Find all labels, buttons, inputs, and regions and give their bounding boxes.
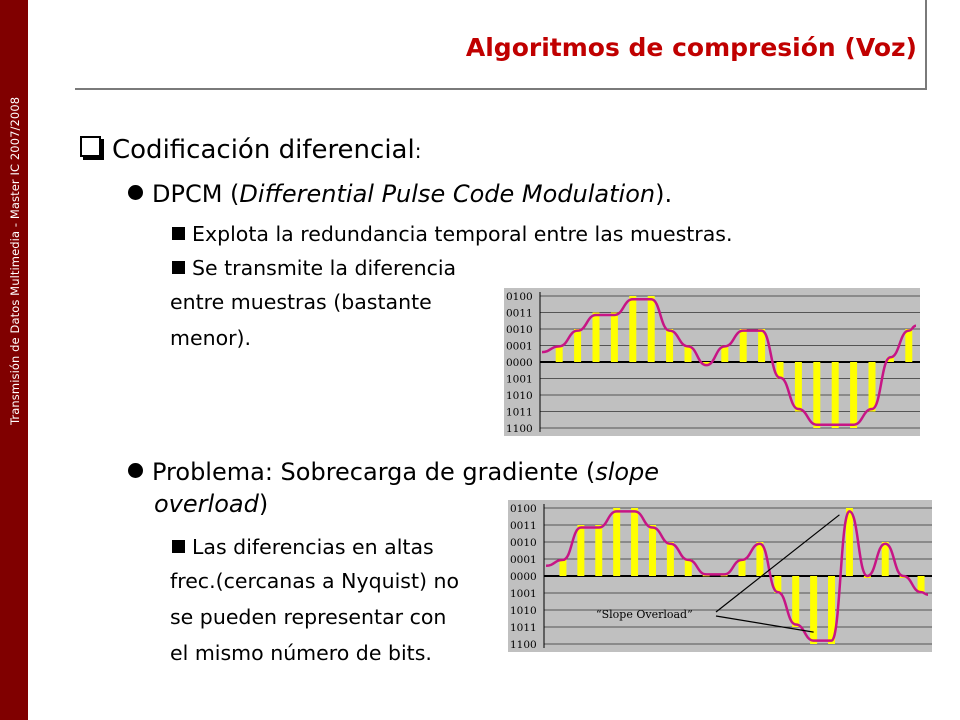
- sample-bar: [882, 542, 889, 576]
- level-label: 0001: [506, 340, 533, 353]
- heading-codificacion: Codificación diferencial:: [80, 135, 421, 165]
- sample-bar: [905, 329, 912, 362]
- sidebar: [0, 0, 28, 720]
- subbullet-diferencia-line2: entre muestras (bastante: [170, 290, 432, 314]
- subbullet-altas-line4: el mismo número de bits.: [170, 641, 432, 665]
- page-title: Algoritmos de compresión (Voz): [465, 33, 917, 62]
- level-label: 1001: [510, 588, 537, 600]
- level-label: 1001: [506, 373, 533, 386]
- slope-overload-svg: [508, 500, 932, 652]
- sample-bar: [795, 362, 802, 412]
- level-label: 1100: [506, 423, 533, 435]
- sample-bar: [556, 346, 563, 363]
- sample-bar: [593, 313, 600, 363]
- level-label: 0010: [506, 324, 533, 336]
- sample-bar: [611, 313, 618, 363]
- bullet-problema: Problema: Sobrecarga de gradiente (slope: [128, 458, 659, 486]
- sample-bar: [559, 559, 566, 576]
- checkbox-bullet-icon: [80, 136, 101, 157]
- bullet-dot-icon: [128, 185, 143, 200]
- sample-bar: [648, 296, 655, 362]
- level-label: 0000: [506, 357, 533, 369]
- sample-bar: [613, 508, 620, 576]
- level-label: 1100: [510, 639, 537, 651]
- title-divider: [925, 0, 927, 90]
- level-label: 0100: [510, 503, 537, 515]
- level-label: 1011: [510, 622, 537, 634]
- subbullet-altas: Las diferencias en altas: [172, 535, 434, 559]
- sample-bar: [574, 329, 581, 362]
- subbullet-altas-line2: frec.(cercanas a Nyquist) no: [170, 569, 460, 593]
- sample-bar: [577, 525, 584, 576]
- sample-bar: [850, 362, 857, 428]
- sample-bar: [810, 576, 817, 644]
- bullet-square-icon: [172, 540, 185, 553]
- sample-bar: [649, 525, 656, 576]
- sample-bar: [631, 508, 638, 576]
- sample-bar: [792, 576, 799, 627]
- level-label: 1010: [510, 605, 537, 617]
- level-label: 0011: [510, 520, 537, 532]
- sample-bar: [869, 362, 876, 412]
- slope-overload-figure: [508, 500, 932, 652]
- sidebar-label: Transmisión de Datos Multimedia - Master IC 2007/2008: [8, 96, 22, 425]
- sample-bar: [629, 296, 636, 362]
- subbullet-redundancia: Explota la redundancia temporal entre las muestras.: [172, 222, 733, 246]
- title-underline: [75, 88, 927, 90]
- sample-bar: [832, 362, 839, 428]
- subbullet-altas-line3: se pueden representar con: [170, 605, 447, 629]
- level-label: 0001: [510, 554, 537, 566]
- sample-bar: [666, 329, 673, 362]
- subbullet-diferencia-line3: menor).: [170, 326, 252, 350]
- level-label: 0000: [510, 571, 537, 583]
- level-label: 0010: [510, 537, 537, 549]
- dpcm-waveform-svg: [504, 288, 920, 436]
- sample-bar: [667, 542, 674, 576]
- dpcm-waveform-figure: [504, 288, 920, 436]
- sample-bar: [740, 329, 747, 362]
- bullet-dpcm: DPCM (Differential Pulse Code Modulation).: [128, 180, 672, 208]
- level-label: 1011: [506, 406, 533, 419]
- bullet-square-icon: [172, 261, 185, 274]
- subbullet-diferencia: Se transmite la diferencia: [172, 256, 456, 280]
- level-label: 0100: [506, 291, 533, 303]
- bullet-square-icon: [172, 227, 185, 240]
- level-label: 0011: [506, 307, 533, 320]
- sample-bar: [813, 362, 820, 428]
- level-label: 1010: [506, 390, 533, 402]
- bullet-dot-icon: [128, 463, 143, 478]
- sample-bar: [595, 525, 602, 576]
- slope-overload-label: “Slope Overload”: [596, 608, 693, 621]
- bullet-problema-line2: overload): [154, 490, 269, 518]
